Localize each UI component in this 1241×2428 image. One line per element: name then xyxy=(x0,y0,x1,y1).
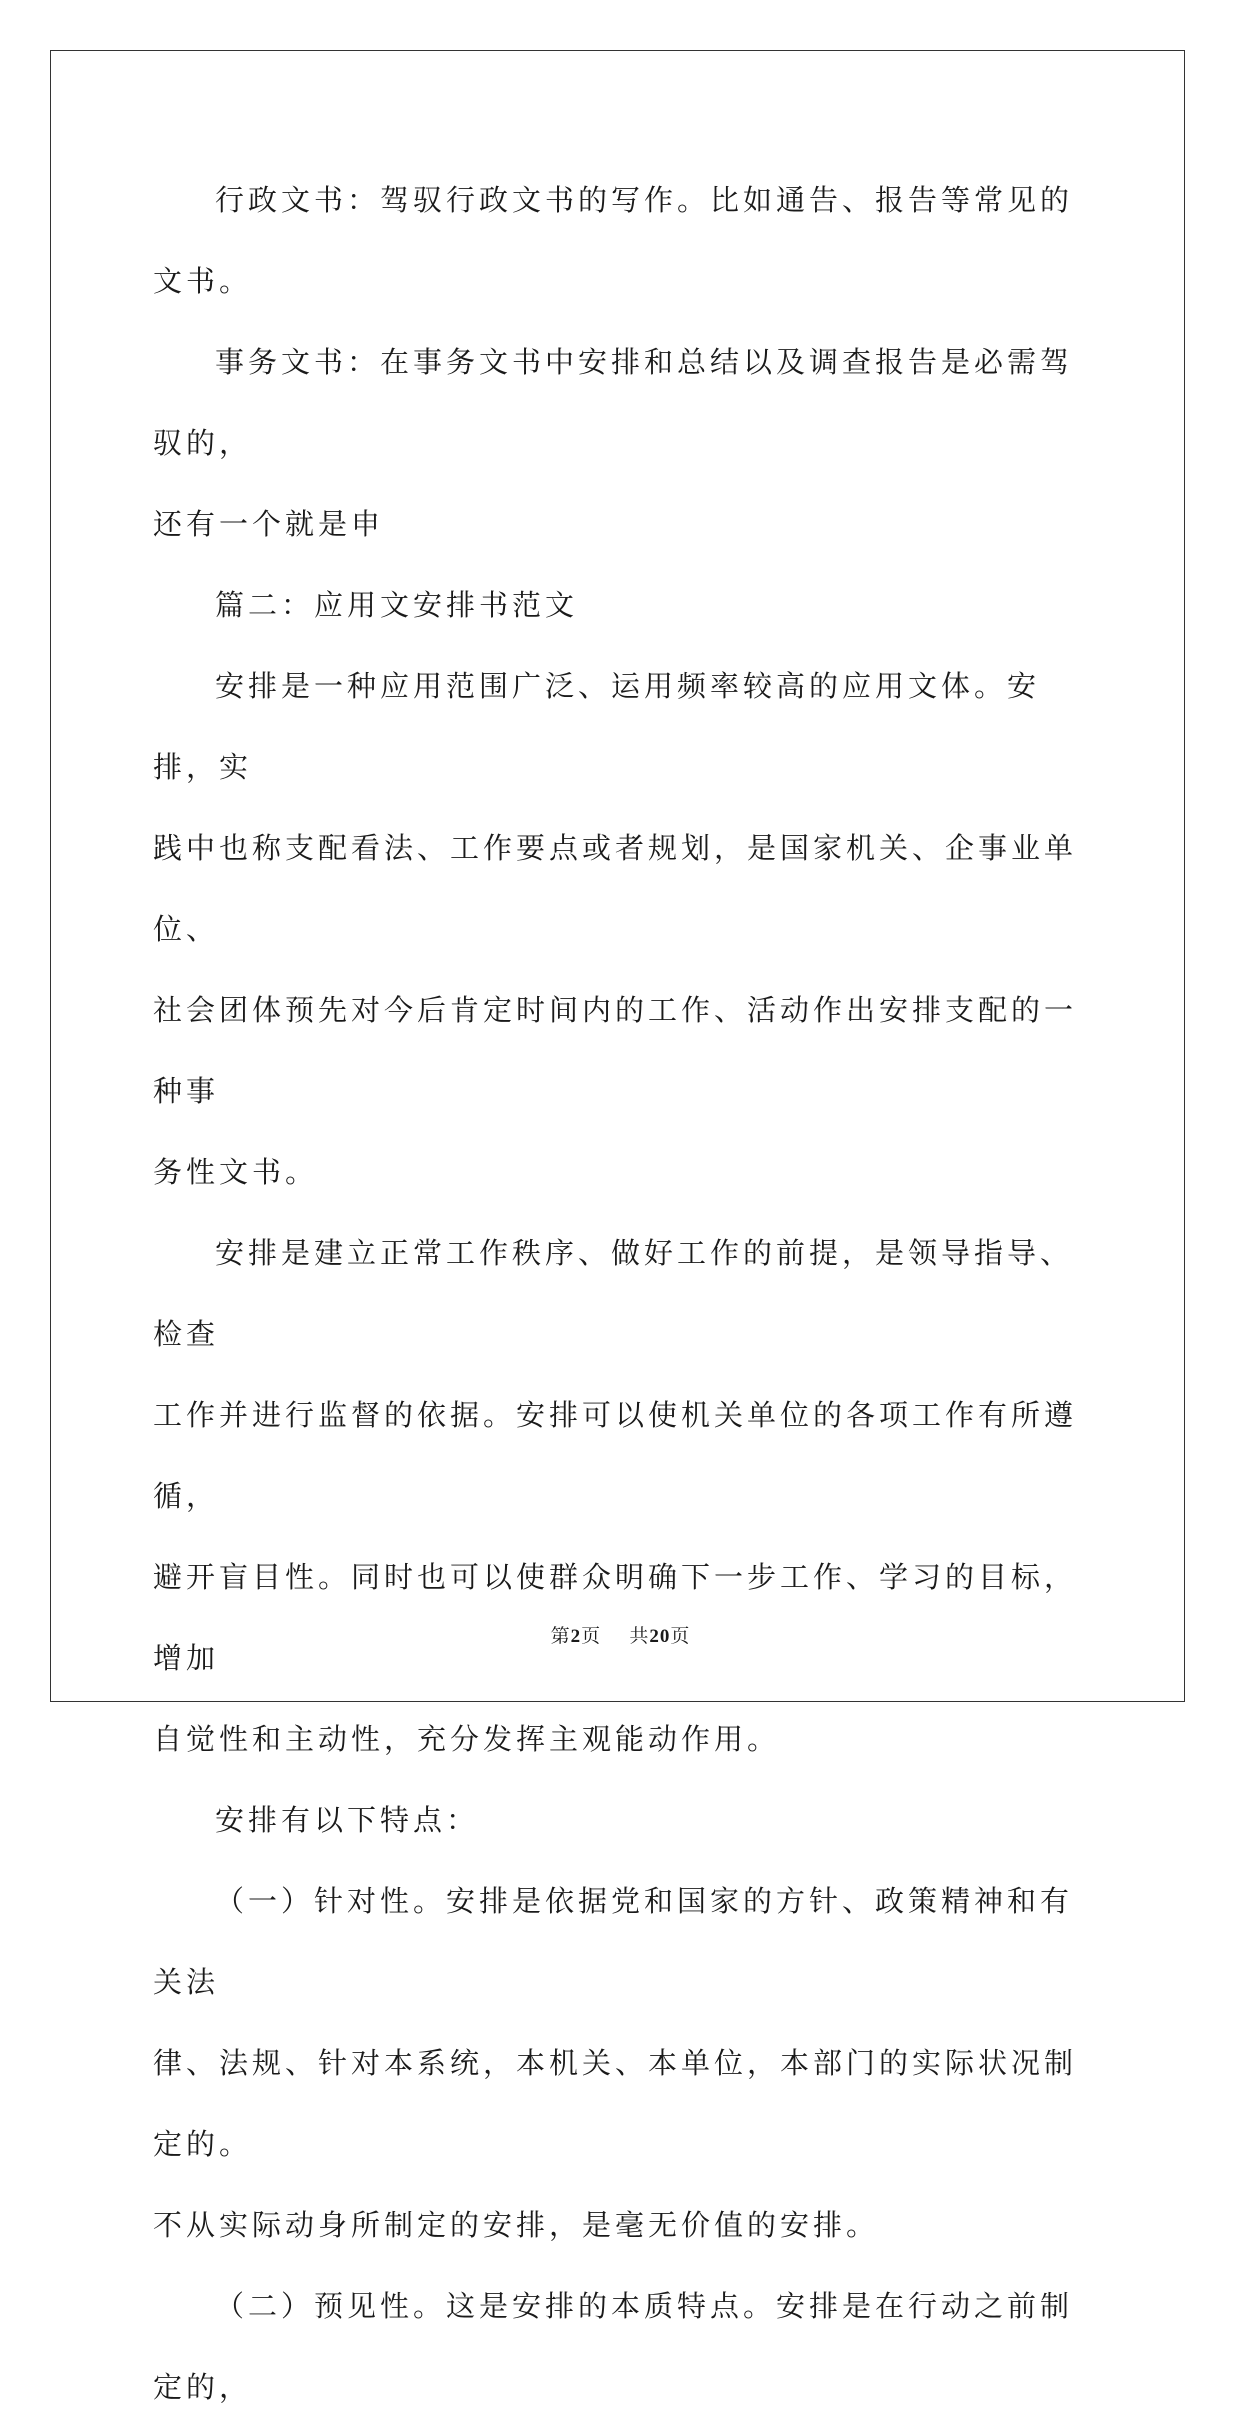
footer-prefix: 第 xyxy=(550,1625,571,1647)
document-body xyxy=(153,160,1103,2428)
text-line: （二）预见性。这是安排的本质特点。安排是在行动之前制定的， xyxy=(153,2289,1074,2404)
text-line: 践中也称支配看法、工作要点或者规划，是国家机关、企事业单位、 xyxy=(153,831,1078,946)
current-page-number: 2 xyxy=(570,1626,582,1647)
text-line: 社会团体预先对今后肯定时间内的工作、活动作出安排支配的一种事 xyxy=(153,993,1078,1108)
text-line: 不从实际动身所制定的安排，是毫无价值的安排。 xyxy=(153,2208,880,2242)
text-line: 安排有以下特点： xyxy=(215,1803,480,1837)
text-line: 工作并进行监督的依据。安排可以使机关单位的各项工作有所遵循， xyxy=(153,1398,1078,1513)
text-line: 安排是建立正常工作秩序、做好工作的前提，是领导指导、检查 xyxy=(153,1236,1074,1351)
page-footer xyxy=(0,1621,1241,1648)
text-line: 还有一个就是申 xyxy=(153,507,385,541)
footer-total-suffix: 页 xyxy=(670,1625,691,1647)
footer-total-prefix: 共 xyxy=(629,1625,650,1647)
section-heading: 篇二：应用文安排书范文 xyxy=(215,588,579,622)
text-line: 事务文书：在事务文书中安排和总结以及调查报告是必需驾驭的， xyxy=(153,345,1074,460)
footer-page-word: 页 xyxy=(581,1625,602,1647)
text-line: 律、法规、针对本系统，本机关、本单位，本部门的实际状况制定的。 xyxy=(153,2046,1078,2161)
total-pages-number: 20 xyxy=(649,1626,671,1647)
text-block xyxy=(153,160,1103,2428)
text-line: （一）针对性。安排是依据党和国家的方针、政策精神和有关法 xyxy=(153,1884,1074,1999)
text-line: 务性文书。 xyxy=(153,1155,319,1189)
text-line: 自觉性和主动性，充分发挥主观能动作用。 xyxy=(153,1722,781,1756)
text-line: 避开盲目性。同时也可以使群众明确下一步工作、学习的目标，增加 xyxy=(153,1560,1078,1675)
text-line: 安排是一种应用范围广泛、运用频率较高的应用文体。安排，实 xyxy=(153,669,1041,784)
text-line: 行政文书：驾驭行政文书的写作。比如通告、报告等常见的文书。 xyxy=(153,183,1074,298)
